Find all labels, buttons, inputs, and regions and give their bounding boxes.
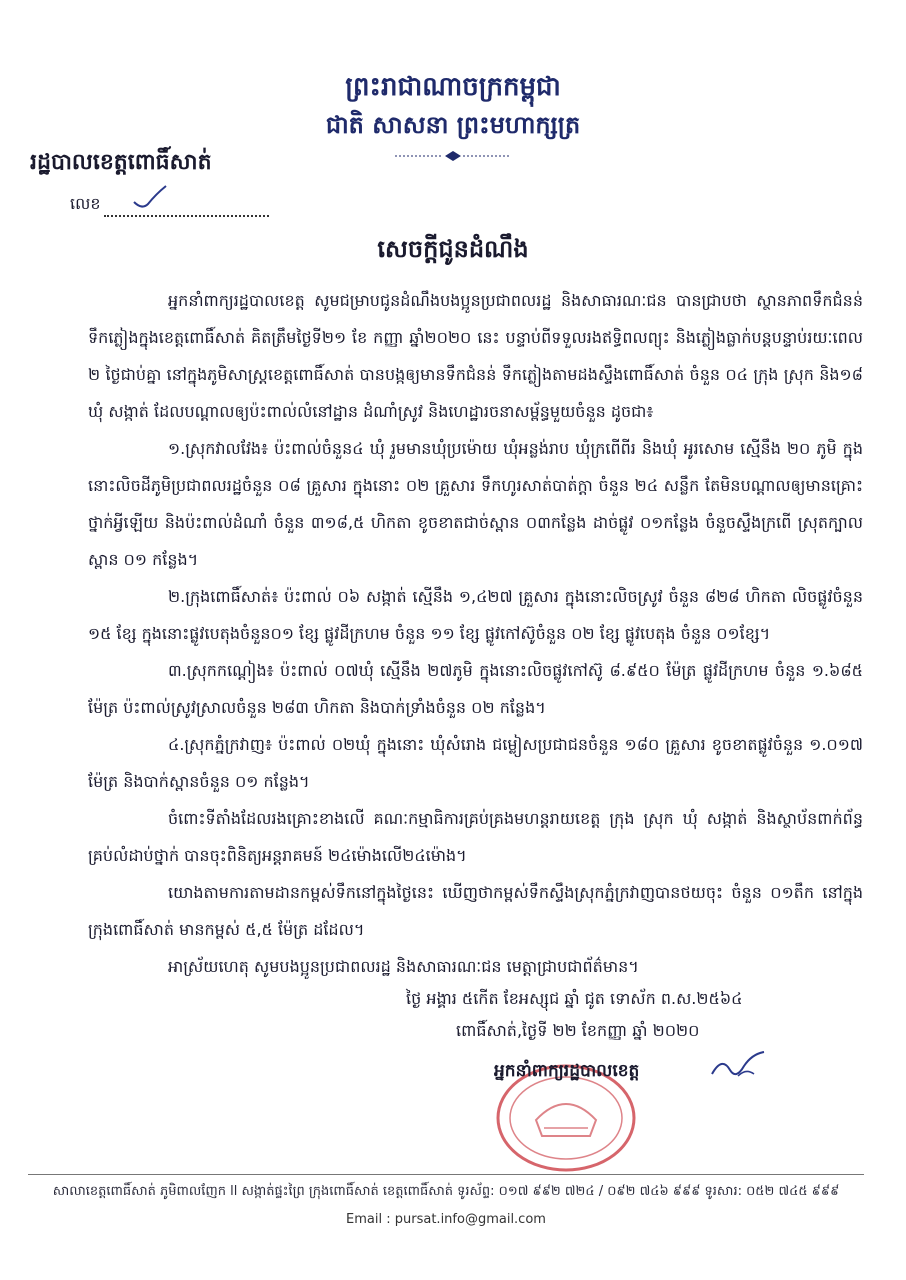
- solar-date: ពោធិ៍សាត់,ថ្ងៃទី ២២ ខែកញ្ញា ឆ្នាំ ២០២០: [456, 1021, 700, 1040]
- ornament-divider-icon: [393, 150, 513, 162]
- document-body: [88, 282, 863, 985]
- issuing-authority: រដ្ឋបាលខេត្តពោធិ៍សាត់: [30, 149, 212, 175]
- paragraph-response: ចំពោះទីតាំងដែលរងគ្រោះខាងលើ គណៈកម្មាធិការគ្រប់គ្រងមហន្តរាយខេត្ត ក្រុង ស្រុក ឃុំ សង្កាត់ និងស្ថាប័នពាក់ព័ន្ធគ្រប់លំដាប់ថ្នាក់ បានចុះពិនិត្យអន្តរាគមន៍ ២៤ម៉ោងលើ២៤ម៉ោង។: [88, 809, 863, 865]
- footer-divider: [28, 1174, 864, 1175]
- reference-blank: [104, 201, 269, 217]
- paragraph-water-level: យោងតាមការតាមដានកម្ពស់ទឹកនៅក្នុងថ្ងៃនេះ ឃើញថាកម្ពស់ទឹកស្ទឹងស្រុកភ្នំក្រវាញបានថយចុះ ចំនួន ០១តឹក នៅក្នុងក្រុងពោធិ៍សាត់ មានកម្ពស់ ៥,៥ ម៉ែត្រ ដដែល។: [88, 883, 863, 939]
- kingdom-heading: ព្រះរាជាណាចក្រកម្ពុជា: [345, 72, 561, 102]
- national-motto: ជាតិ សាសនា ព្រះមហាក្សត្រ: [325, 110, 581, 139]
- footer-address: សាលាខេត្តពោធិ៍សាត់ ភូមិពាលញែក ll សង្កាត់ផ្ទះព្រៃ ក្រុងពោធិ៍សាត់ ខេត្តពោធិ៍សាត់ ទូរស័ព្ទ: ០១៧ ៩៩២ ៧២៤ / ០៩២ ៧៤៦ ៩៩៩ ទូរសារ: ០៥២ ៧៤៥ ៩៩៩: [52, 1184, 840, 1199]
- paragraph-intro: អ្នកនាំពាក្យរដ្ឋបាលខេត្ត សូមជម្រាបជូនដំណឹងបងប្អូនប្រជាពលរដ្ឋ និងសាធារណៈជន បានជ្រាបថា ស្ថានភាពទឹកជំនន់ ទឹកភ្លៀងក្នុងខេត្តពោធិ៍សាត់ គិតត្រឹមថ្ងៃទី២១ ខែ កញ្ញា ឆ្នាំ២០២០ នេះ បន្ទាប់ពីទទួលរងឥទ្ធិពលព្យុះ និងភ្លៀងធ្លាក់បន្តបន្ទាប់រយៈពេល ២ ថ្ងៃជាប់គ្នា នៅក្នុងភូមិសាស្ត្រខេត្តពោធិ៍សាត់ បានបង្កឲ្យមានទឹកជំនន់ ទឹកភ្លៀងតាមដងស្ទឹងពោធិ៍សាត់ ចំនួន ០៤ ក្រុង ស្រុក និង១៨ ឃុំ សង្កាត់ ដែលបណ្តាលឲ្យប៉ះពាល់លំនៅដ្ឋាន ដំណាំស្រូវ និងហេដ្ឋារចនាសម្ព័ន្ធមួយចំនួន ដូចជា៖: [88, 291, 863, 421]
- document-title: សេចក្តីជូនដំណឹង: [377, 234, 529, 263]
- reference-label: លេខ: [70, 194, 101, 213]
- paragraph-item-4: ៤.ស្រុកភ្នំក្រវាញ៖ ប៉ះពាល់ ០២ឃុំ ក្នុងនោះ ឃុំសំរោង ជម្លៀសប្រជាជនចំនួន ១៨០ គ្រួសារ ខូចខាតផ្លូវចំនួន ១.០១៧ ម៉ែត្រ និងបាក់ស្ពានចំនួន ០១ កន្លែង។: [88, 735, 863, 791]
- footer-email: Email : pursat.info@gmail.com: [346, 1212, 546, 1227]
- lunar-date: ថ្ងៃ អង្គារ ៥កើត ខែអស្សុជ ឆ្នាំ ជូត ទោស័ក ព.ស.២៥៦៤: [406, 989, 743, 1008]
- paragraph-item-2: ២.ក្រុងពោធិ៍សាត់៖ ប៉ះពាល់ ០៦ សង្កាត់ ស្មើនឹង ១,៤២៧ គ្រួសារ ក្នុងនោះលិចស្រូវ ចំនួន ៨២៨ ហិកតា លិចផ្លូវចំនួន ១៥ ខ្សែ ក្នុងនោះផ្លូវបេតុងចំនួន០១ ខ្សែ ផ្លូវដីក្រហម ចំនួន ១១ ខ្សែ ផ្លូវកៅស៊ូចំនួន ០២ ខ្សែ ផ្លូវបេតុង ចំនួន ០១ខ្សែ។: [88, 587, 863, 643]
- signatory-title: អ្នកនាំពាក្យរដ្ឋបាលខេត្ត: [494, 1061, 640, 1081]
- signature-icon: [708, 1048, 768, 1082]
- paragraph-conclusion: អាស្រ័យហេតុ សូមបងប្អូនប្រជាពលរដ្ឋ និងសាធារណៈជន មេត្តាជ្រាបជាព័ត៌មាន។: [168, 957, 639, 976]
- reference-number-line: [70, 193, 269, 217]
- paragraph-item-3: ៣.ស្រុកកណ្តៀង៖ ប៉ះពាល់ ០៧ឃុំ ស្មើនឹង ២៧ភូមិ ក្នុងនោះលិចផ្លូវកៅស៊ូ ៨.៩៥០ ម៉ែត្រ ផ្លូវដីក្រហម ចំនួន ១.៦៨៥ ម៉ែត្រ ប៉ះពាល់ស្រូវស្រាលចំនួន ២៨៣ ហិកតា និងបាក់ទ្រាំងចំនួន ០២ កន្លែង។: [88, 661, 863, 717]
- handwritten-tick-icon: [132, 184, 168, 212]
- paragraph-item-1: ១.ស្រុកវាលវែង៖ ប៉ះពាល់ចំនួន៤ ឃុំ រួមមានឃុំប្រម៉ោយ ឃុំអន្លង់រាប ឃុំក្រពើពីរ និងឃុំ អូរសោម ស្មើនឹង ២០ ភូមិ ក្នុងនោះលិចដីភូមិប្រជាពលរដ្ឋចំនួន ០៨ គ្រួសារ ក្នុងនោះ ០២ គ្រួសារ ទឹកហូរសាត់បាត់ក្តា ចំនួន ២៤ សន្លឹក តែមិនបណ្តាលឲ្យមានគ្រោះថ្នាក់អ្វីឡើយ និងប៉ះពាល់ដំណាំ ចំនួន ៣១៨,៥ ហិកតា ខូចខាតជាច់ស្ពាន ០៣កន្លែង ដាច់ផ្លូវ ០១កន្លែង ចំនួចស្ទឹងក្រពើ ស្រុតក្បាលស្ពាន ០១ កន្លែង។: [88, 439, 863, 569]
